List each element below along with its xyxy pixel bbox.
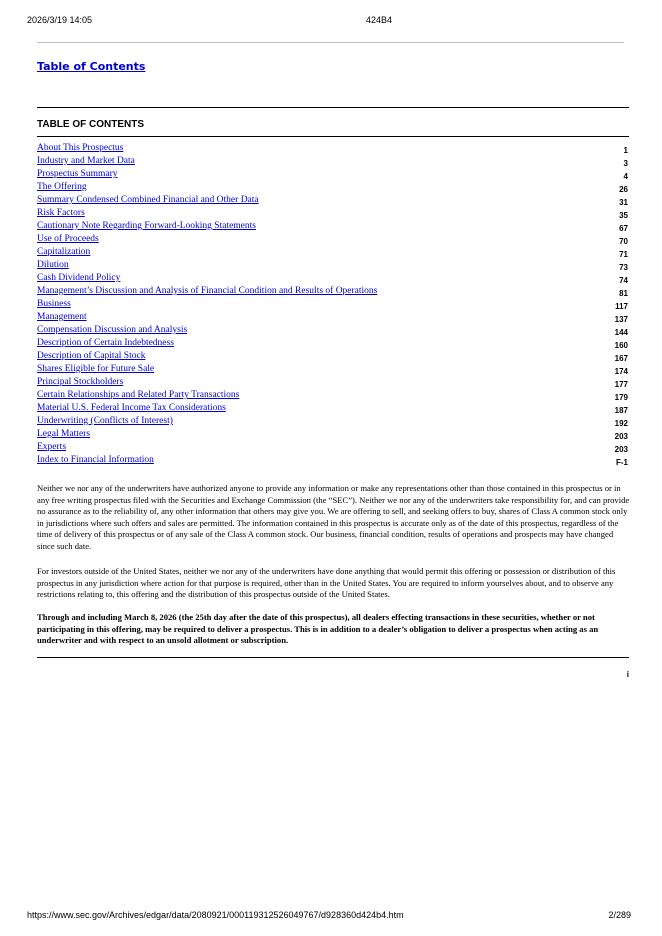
toc-entry-link[interactable]: Certain Relationships and Related Party Transactions xyxy=(37,390,240,400)
toc-entry-link[interactable]: Experts xyxy=(37,442,67,452)
toc-entry-page: 187 xyxy=(614,406,628,415)
toc-entry-link[interactable]: Description of Certain Indebtedness xyxy=(37,338,174,348)
toc-row xyxy=(37,403,628,416)
toc-entry-link[interactable]: Principal Stockholders xyxy=(37,377,124,387)
toc-row xyxy=(37,286,628,299)
toc-entry-page: 137 xyxy=(614,315,628,324)
toc-entry-page: 73 xyxy=(619,263,628,272)
print-url: https://www.sec.gov/Archives/edgar/data/2080921/000119312526049767/d928360d424b4.htm xyxy=(27,910,404,920)
toc-row xyxy=(37,429,628,442)
toc-row xyxy=(37,390,628,403)
toc-entry-link[interactable]: Shares Eligible for Future Sale xyxy=(37,364,155,374)
toc-entry-link[interactable]: Summary Condensed Combined Financial and Other Data xyxy=(37,195,259,205)
print-header xyxy=(27,15,635,29)
toc-entry-page: 3 xyxy=(623,159,628,168)
toc-heading-rule xyxy=(37,136,629,137)
table-of-contents-link[interactable]: Table of Contents xyxy=(37,60,146,73)
toc-row xyxy=(37,377,628,390)
toc-entry-page: 74 xyxy=(619,276,628,285)
toc-row xyxy=(37,208,628,221)
toc-entry-link[interactable]: Cautionary Note Regarding Forward-Looking Statements xyxy=(37,221,256,231)
toc-list xyxy=(37,143,628,468)
toc-entry-link[interactable]: Management’s Discussion and Analysis of Financial Condition and Results of Operations xyxy=(37,286,378,296)
print-page-count: 2/289 xyxy=(608,910,631,920)
toc-entry-link[interactable]: About This Prospectus xyxy=(37,143,124,153)
toc-entry-link[interactable]: Industry and Market Data xyxy=(37,156,135,166)
toc-entry-page: 203 xyxy=(614,445,628,454)
toc-row xyxy=(37,325,628,338)
toc-row xyxy=(37,247,628,260)
toc-entry-page: 144 xyxy=(614,328,628,337)
toc-entry-link[interactable]: Use of Proceeds xyxy=(37,234,99,244)
toc-row xyxy=(37,299,628,312)
page-bottom-rule xyxy=(37,657,629,658)
toc-entry-link[interactable]: Underwriting (Conflicts of Interest) xyxy=(37,416,173,426)
toc-entry-link[interactable]: Management xyxy=(37,312,87,322)
toc-row xyxy=(37,455,628,468)
toc-entry-page: 26 xyxy=(619,185,628,194)
toc-entry-page: 1 xyxy=(623,146,628,155)
toc-entry-page: 81 xyxy=(619,289,628,298)
toc-entry-page: 117 xyxy=(615,302,628,311)
print-footer xyxy=(27,910,631,924)
toc-entry-page: 160 xyxy=(614,341,628,350)
dealer-prospectus-notice: Through and including March 8, 2026 (the 25th day after the date of this prospectus), all dealers effecting transactions in these securities, whether or not participating in this offering, may be required to deliver a prospectus. This is in addition to a dealer’s obligation to deliver a prospectus when acting as an underwriter and with respect to an unsold allotment or subscription. xyxy=(37,612,599,646)
toc-entry-link[interactable]: Business xyxy=(37,299,71,309)
toc-entry-page: 192 xyxy=(614,419,628,428)
toc-entry-link[interactable]: Index to Financial Information xyxy=(37,455,154,465)
foreign-investors-paragraph: For investors outside of the United States, neither we nor any of the underwriters have done anything that would permit this offering or possession or distribution of this prospectus in any jurisdiction where action for that purpose is required, other than in the United States. You are required to inform yourselves about, and to observe any restrictions relating to, this offering and the distribution of this prospectus outside of the United States. xyxy=(37,566,616,600)
toc-entry-page: 4 xyxy=(623,172,628,181)
toc-entry-page: 70 xyxy=(619,237,628,246)
page-number: i xyxy=(626,670,629,679)
toc-entry-page: 31 xyxy=(619,198,628,207)
toc-row xyxy=(37,182,628,195)
toc-entry-page: 177 xyxy=(614,380,628,389)
toc-entry-page: 179 xyxy=(614,393,628,402)
toc-entry-link[interactable]: Description of Capital Stock xyxy=(37,351,146,361)
toc-entry-page: 203 xyxy=(614,432,628,441)
toc-entry-link[interactable]: Dilution xyxy=(37,260,69,270)
toc-entry-link[interactable]: Cash Dividend Policy xyxy=(37,273,121,283)
toc-top-rule xyxy=(37,107,629,108)
toc-entry-page: 67 xyxy=(619,224,628,233)
toc-row xyxy=(37,273,628,286)
toc-entry-link[interactable]: The Offering xyxy=(37,182,87,192)
toc-row xyxy=(37,260,628,273)
toc-heading: TABLE OF CONTENTS xyxy=(37,119,145,130)
toc-row xyxy=(37,234,628,247)
toc-row xyxy=(37,195,628,208)
toc-entry-page: 167 xyxy=(614,354,628,363)
toc-entry-link[interactable]: Capitalization xyxy=(37,247,91,257)
toc-entry-link[interactable]: Material U.S. Federal Income Tax Considerations xyxy=(37,403,226,413)
toc-entry-page: 174 xyxy=(614,367,628,376)
toc-row xyxy=(37,312,628,325)
toc-row xyxy=(37,416,628,429)
toc-entry-page: F-1 xyxy=(616,458,628,467)
toc-row xyxy=(37,338,628,351)
toc-row xyxy=(37,221,628,234)
toc-entry-page: 35 xyxy=(619,211,628,220)
toc-row xyxy=(37,143,628,156)
toc-entry-link[interactable]: Legal Matters xyxy=(37,429,91,439)
toc-entry-page: 71 xyxy=(619,250,628,259)
disclaimer-paragraph: Neither we nor any of the underwriters have authorized anyone to provide any information or make any representations other than those contained in this prospectus or in any free writing prospectus filed with the Securities and Exchange Commission (the “SEC”). Neither we nor any of the underwriters take responsibility for, and can provide no assurance as to the reliability of, any other information that others may give you. We are offering to sell, and seeking offers to buy, shares of Class A common stock only in jurisdictions where such offers and sales are permitted. The information contained in this prospectus is accurate only as of the date of this prospectus, regardless of the time of delivery of this prospectus or of any sale of the Class A common stock. Our business, financial condition, results of operations and prospects may have changed since such date. xyxy=(37,483,630,551)
print-date: 2026/3/19 14:05 xyxy=(27,15,93,25)
toc-row xyxy=(37,442,628,455)
print-doc-title: 424B4 xyxy=(366,15,393,25)
toc-row xyxy=(37,364,628,377)
toc-entry-link[interactable]: Risk Factors xyxy=(37,208,85,218)
toc-entry-link[interactable]: Prospectus Summary xyxy=(37,169,118,179)
toc-row xyxy=(37,169,628,182)
toc-row xyxy=(37,156,628,169)
toc-entry-link[interactable]: Compensation Discussion and Analysis xyxy=(37,325,188,335)
header-divider xyxy=(37,42,624,43)
toc-row xyxy=(37,351,628,364)
